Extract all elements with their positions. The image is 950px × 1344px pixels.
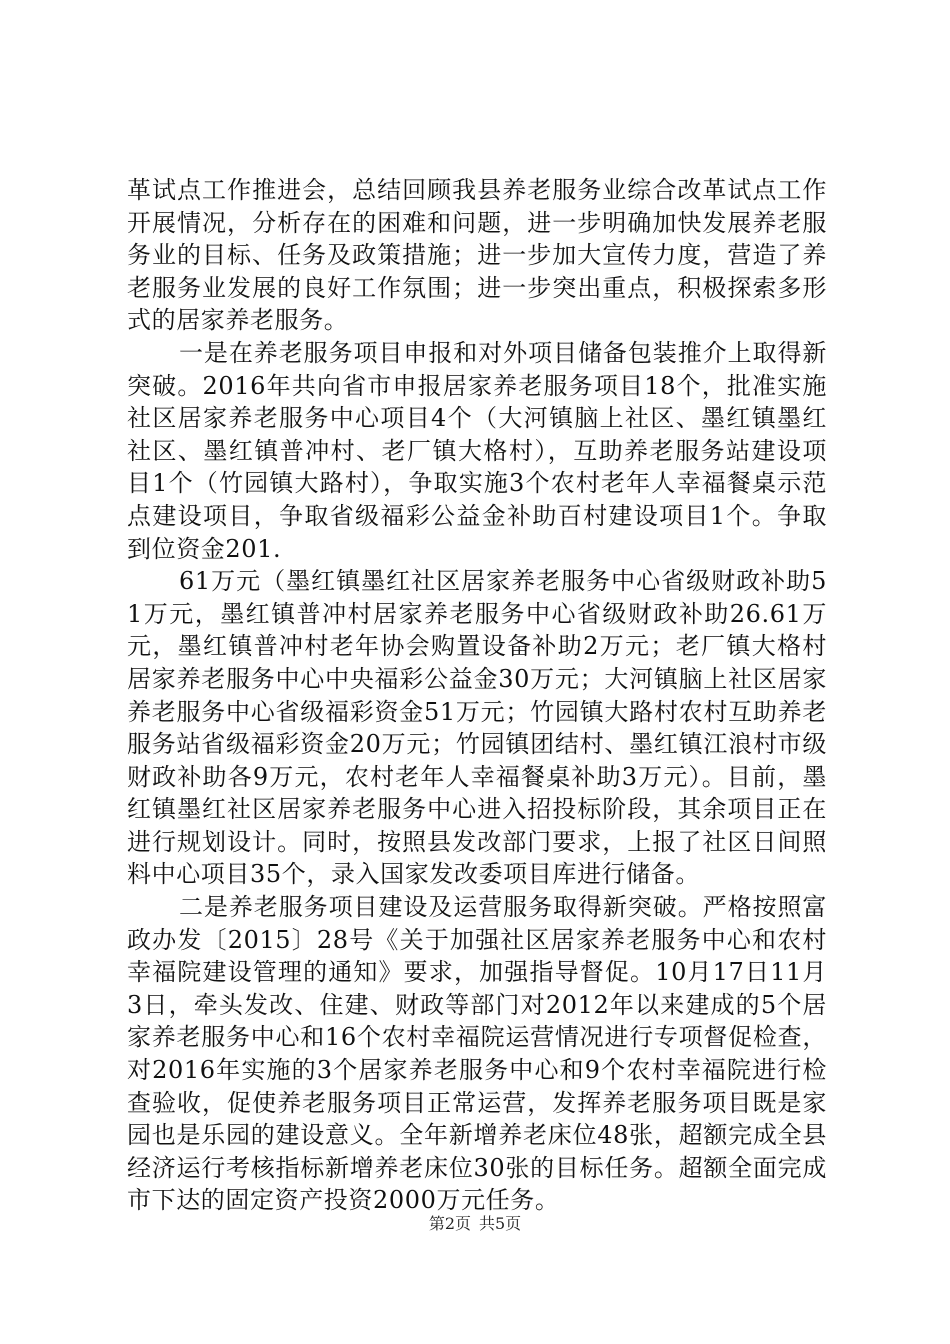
paragraph-project-application: 一是在养老服务项目申报和对外项目储备包装推介上取得新突破。2016年共向省市申报居家养老服务项目18个，批准实施社区居家养老服务中心项目4个（大河镇脑上社区、墨红镇墨红社区、墨红镇普冲村、老厂镇大格村），互助养老服务站建设项目1个（竹园镇大路村），争取实施3个农村老年人幸福餐桌示范点建设项目，争取省级福彩公益金补助百村建设项目1个。争取到位资金201.: [127, 338, 827, 563]
page-number: 第2页: [428, 1214, 471, 1233]
page-total: 共5页: [479, 1214, 522, 1233]
page-footer: [0, 1214, 950, 1234]
paragraph-continuation: 革试点工作推进会，总结回顾我县养老服务业综合改革试点工作开展情况，分析存在的困难和问题，进一步明确加快发展养老服务业的目标、任务及政策措施；进一步加大宣传力度，营造了养老服务业发展的良好工作氛围；进一步突出重点，积极探索多形式的居家养老服务。: [127, 176, 827, 335]
document-body: [127, 174, 827, 1217]
paragraph-project-construction: 二是养老服务项目建设及运营服务取得新突破。严格按照富政办发〔2015〕28号《关于加强社区居家养老服务中心和农村幸福院建设管理的通知》要求，加强指导督促。10月17日11月3日，牵头发改、住建、财政等部门对2012年以来建成的5个居家养老服务中心和16个农村幸福院运营情况进行专项督促检查，对2016年实施的3个居家养老服务中心和9个农村幸福院进行检查验收，促使养老服务项目正常运营，发挥养老服务项目既是家园也是乐园的建设意义。全年新增养老床位48张，超额完成全县经济运行考核指标新增养老床位30张的目标任务。超额全面完成市下达的固定资产投资2000万元任务。: [127, 893, 827, 1215]
paragraph-funding-details: 61万元（墨红镇墨红社区居家养老服务中心省级财政补助51万元，墨红镇普冲村居家养老服务中心省级财政补助26.61万元，墨红镇普冲村老年协会购置设备补助2万元；老厂镇大格村居家养老服务中心中央福彩公益金30万元；大河镇脑上社区居家养老服务中心省级福彩资金51万元；竹园镇大路村农村互助养老服务站省级福彩资金20万元；竹园镇团结村、墨红镇江浪村市级财政补助各9万元，农村老年人幸福餐桌补助3万元）。目前，墨红镇墨红社区居家养老服务中心进入招投标阶段，其余项目正在进行规划设计。同时，按照县发改部门要求，上报了社区日间照料中心项目35个，录入国家发改委项目库进行储备。: [127, 567, 827, 889]
